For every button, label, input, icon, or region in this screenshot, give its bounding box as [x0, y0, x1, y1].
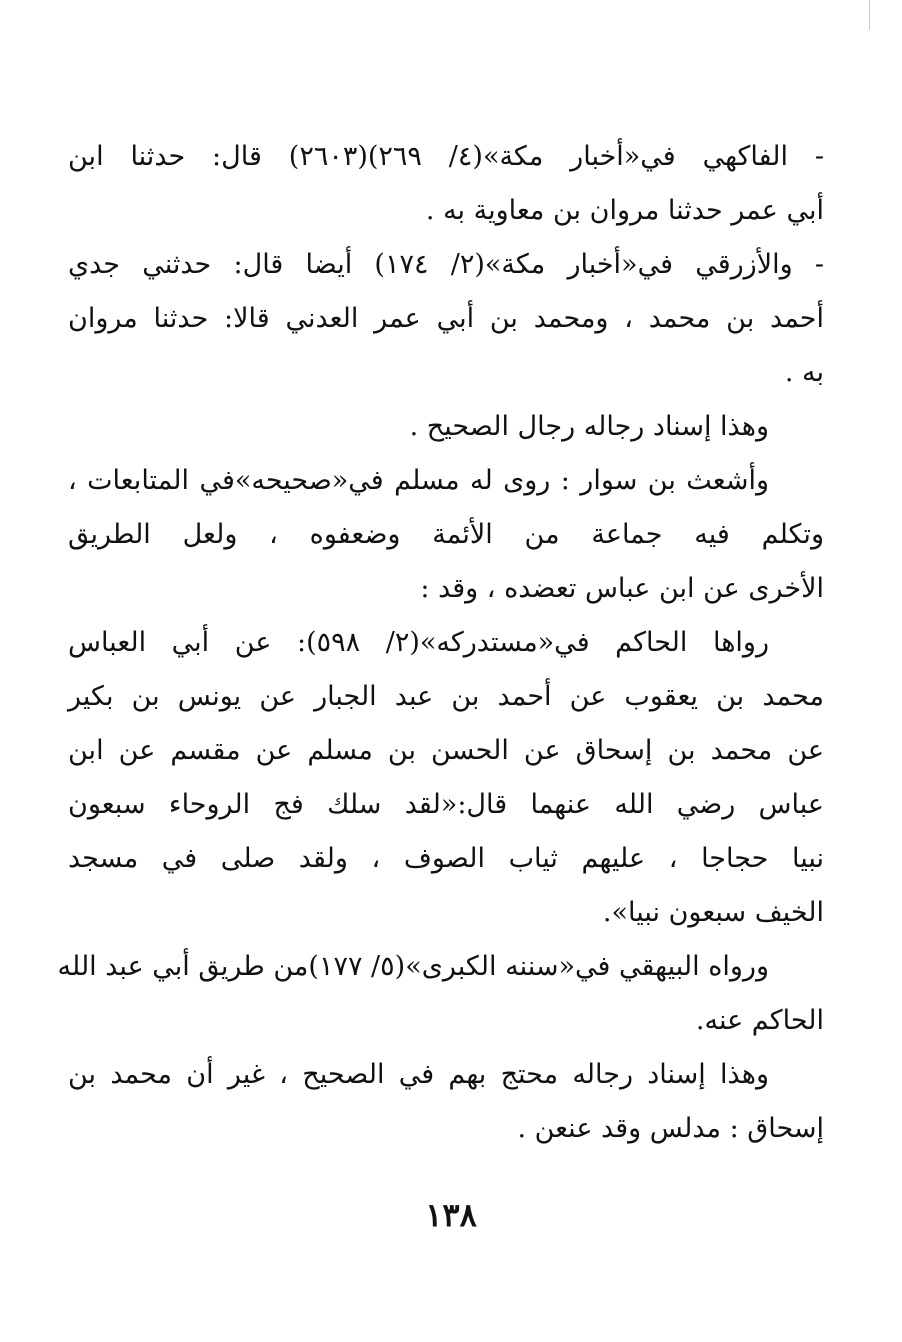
text-line: - الفاكهي في«أخبار مكة»(٤/ ٢٦٩)(٢٦٠٣) قال: حدثنا ابن	[68, 141, 824, 172]
text-line: الخيف سبعون نبيا».	[602, 897, 824, 928]
text-line: محمد بن يعقوب عن أحمد بن عبد الجبار عن يونس بن بكير	[68, 681, 824, 712]
text-line: الأخرى عن ابن عباس تعضده ، وقد :	[420, 573, 824, 604]
text-line: ورواه البيهقي في«سننه الكبرى»(٥/ ١٧٧)من طريق أبي عبد الله	[57, 951, 769, 982]
text-line: أحمد بن محمد ، ومحمد بن أبي عمر العدني قالا: حدثنا مروان	[68, 303, 824, 334]
text-line: به .	[784, 357, 824, 388]
page-number: ١٣٨	[425, 1196, 477, 1234]
text-line: إسحاق : مدلس وقد عنعن .	[517, 1113, 824, 1144]
body-text	[57, 130, 824, 1156]
text-line: - والأزرقي في«أخبار مكة»(٢/ ١٧٤) أيضا قال: حدثني جدي	[68, 249, 824, 280]
text-line: وهذا إسناد رجاله رجال الصحيح .	[409, 411, 769, 442]
text-line: عباس رضي الله عنهما قال:«لقد سلك فج الروحاء سبعون	[68, 789, 824, 820]
text-line: رواها الحاكم في«مستدركه»(٢/ ٥٩٨): عن أبي العباس	[68, 627, 770, 658]
text-line: نبيا حجاجا ، عليهم ثياب الصوف ، ولقد صلى في مسجد	[68, 843, 824, 874]
scan-edge-mark	[869, 0, 870, 30]
text-line: وأشعث بن سوار : روى له مسلم في«صحيحه»في المتابعات ،	[68, 465, 769, 496]
text-line: عن محمد بن إسحاق عن الحسن بن مسلم عن مقسم عن ابن	[68, 735, 824, 766]
text-line: وتكلم فيه جماعة من الأئمة وضعفوه ، ولعل الطريق	[68, 519, 824, 550]
text-line: أبي عمر حدثنا مروان بن معاوية به .	[425, 195, 824, 226]
text-line: الحاكم عنه.	[695, 1005, 824, 1036]
text-line: وهذا إسناد رجاله محتج بهم في الصحيح ، غير أن محمد بن	[68, 1059, 769, 1090]
